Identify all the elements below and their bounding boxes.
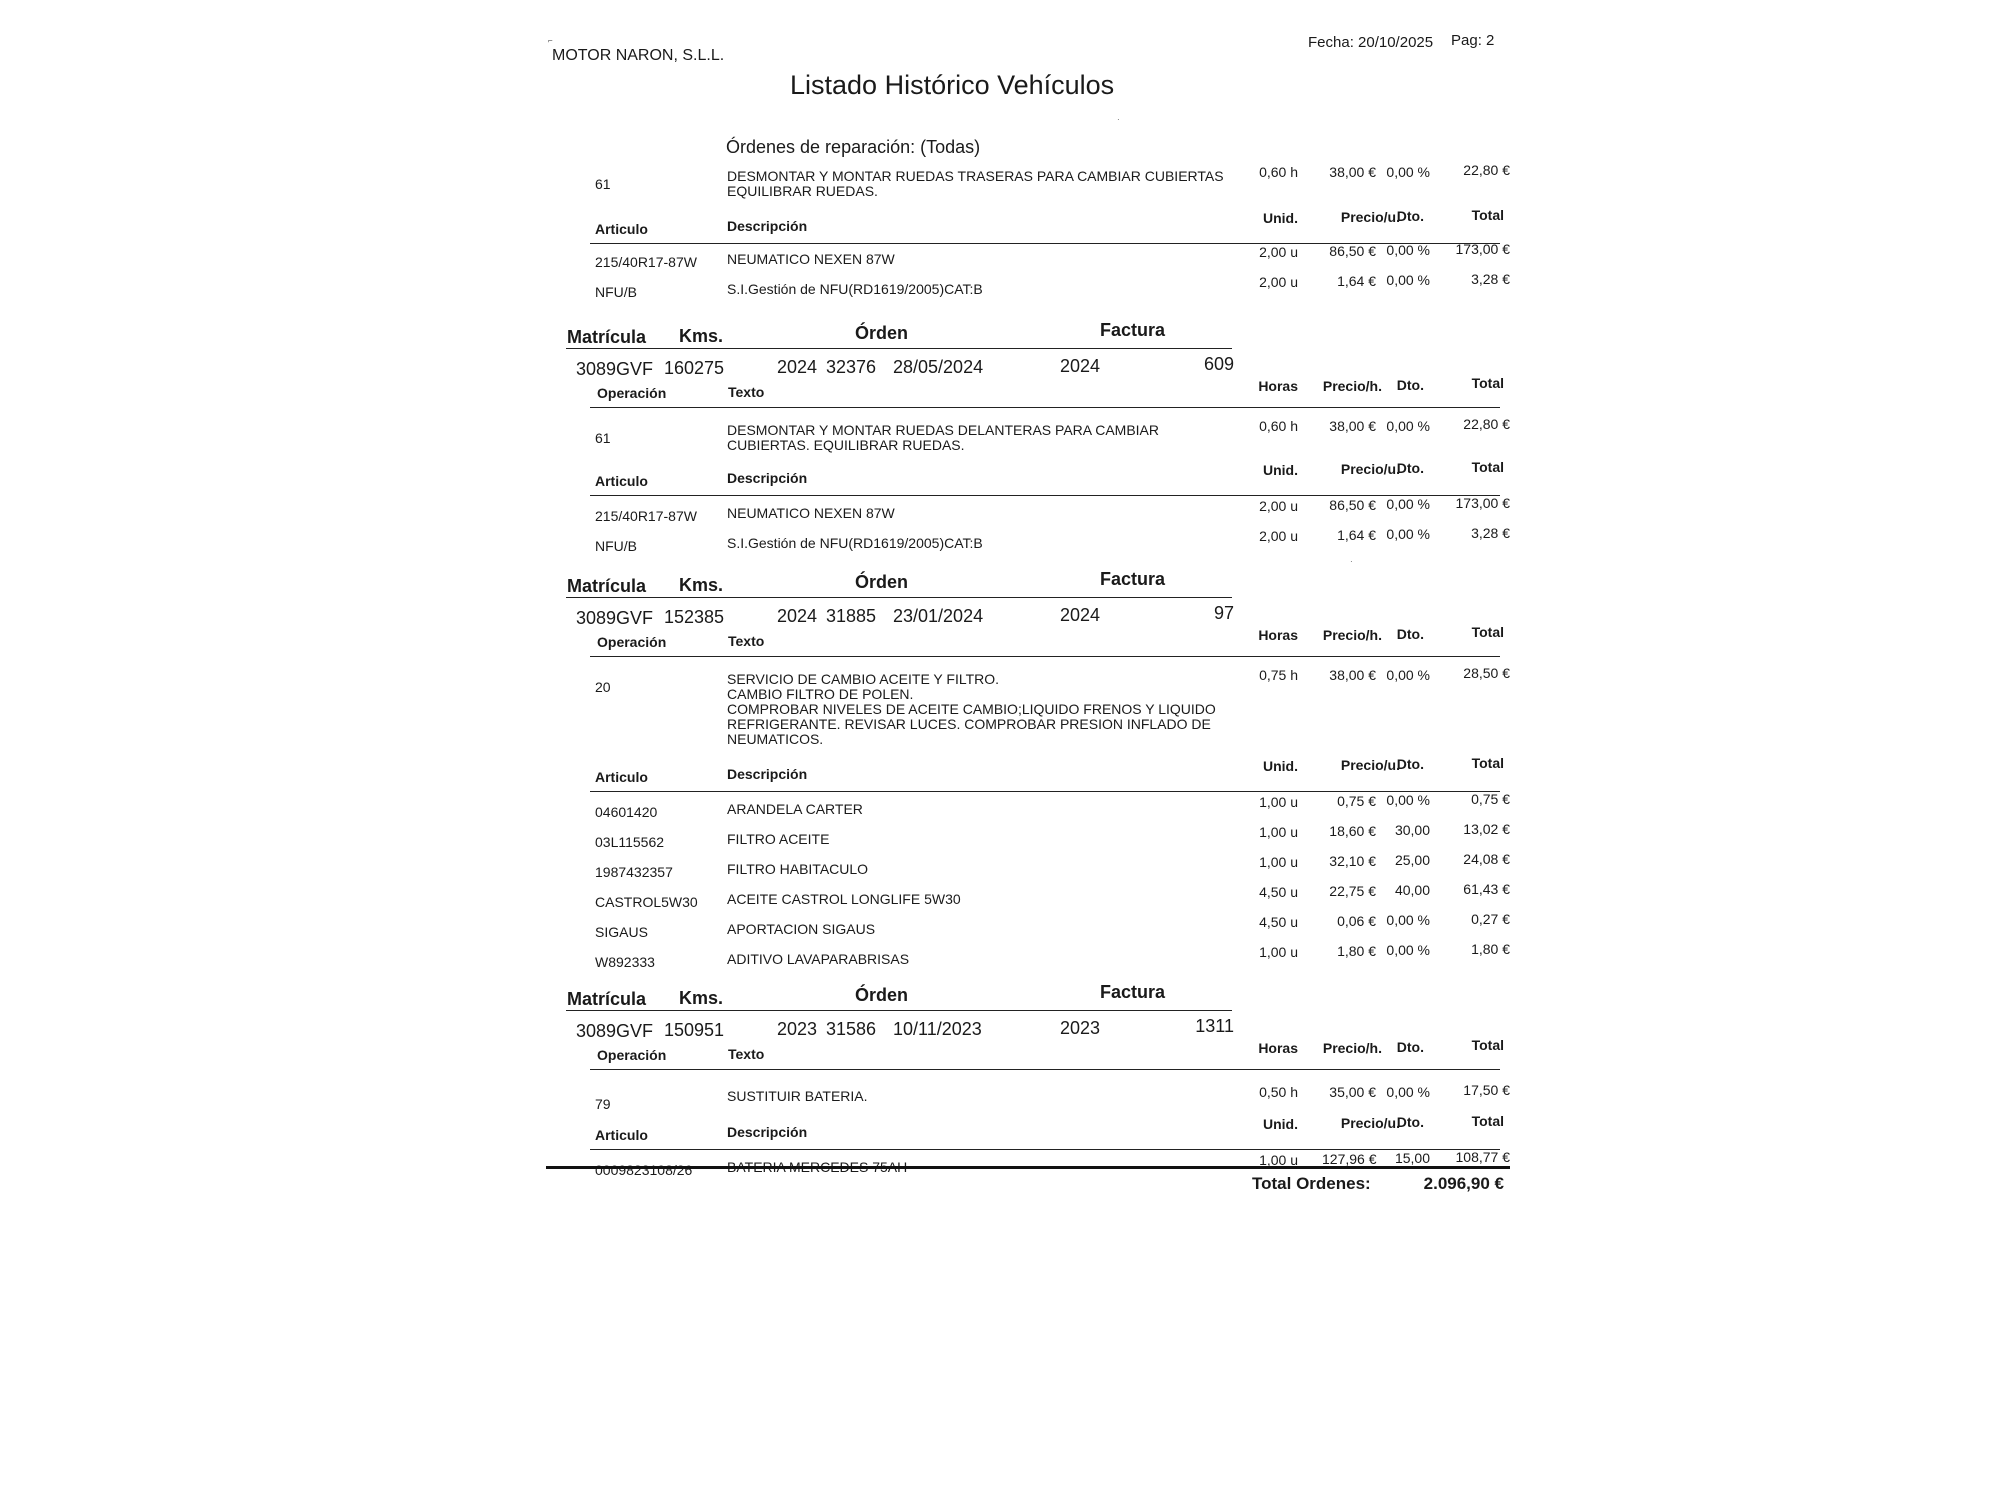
operation-total: 22,80 € [1463,416,1510,432]
item-discount: 0,00 % [1386,912,1430,928]
item-code: 03L115562 [595,834,665,850]
ops-header-horas: Horas [1258,1040,1298,1056]
order-plate: 3089GVF [576,359,654,379]
item-total: 3,28 € [1471,525,1510,541]
operation-text-line: SUSTITUIR BATERIA. [727,1088,868,1104]
header-orden: Órden [855,572,909,592]
operation-price: 38,00 € [1329,418,1376,434]
operation-code: 79 [595,1096,611,1112]
operation-code: 61 [595,176,611,192]
header-orden: Órden [855,985,909,1005]
order-kms: 160275 [664,358,725,378]
operation-text-line: CAMBIO FILTRO DE POLEN. [727,686,914,702]
ops-header-total: Total [1471,624,1504,640]
scan-speck: · [1117,115,1120,124]
item-discount: 0,00 % [1386,526,1430,542]
items-header-articulo: Articulo [595,473,648,489]
order-header-rule [566,1010,1232,1011]
ops-header-operacion: Operación [597,634,667,650]
operation-discount: 0,00 % [1386,418,1430,434]
item-total: 108,77 € [1455,1149,1510,1165]
header-matricula: Matrícula [567,989,647,1009]
operation-text-line: REFRIGERANTE. REVISAR LUCES. COMPROBAR PRESION INFLADO DE [727,716,1211,732]
item-unit-price: 86,50 € [1329,497,1376,513]
item-code: 04601420 [595,804,658,820]
header-matricula: Matrícula [567,327,647,347]
order-date: 28/05/2024 [893,357,984,377]
operation-text-line: CUBIERTAS. EQUILIBRAR RUEDAS. [727,437,965,453]
item-discount: 15,00 [1394,1150,1430,1166]
item-discount: 0,00 % [1386,792,1430,808]
order-kms: 152385 [664,607,725,627]
order-header-rule [566,597,1232,598]
operation-code: 20 [595,679,611,695]
ops-header-texto: Texto [728,1046,765,1062]
items-header-total: Total [1471,459,1504,475]
operation-total: 17,50 € [1463,1082,1510,1098]
order-plate: 3089GVF [576,1021,654,1041]
ops-header-operacion: Operación [597,385,667,401]
invoice-number: 609 [1203,354,1234,374]
item-description: ARANDELA CARTER [727,801,863,817]
item-units: 4,50 u [1259,884,1298,900]
item-discount: 30,00 [1394,822,1430,838]
orders-filter: Órdenes de reparación: (Todas) [726,137,981,157]
items-header-unid: Unid. [1263,758,1298,774]
ops-header-precio: Precio/h. [1322,378,1382,394]
item-discount: 40,00 [1394,882,1430,898]
operation-hours: 0,75 h [1259,667,1298,683]
item-total: 24,08 € [1463,851,1510,867]
header-kms: Kms. [679,326,724,346]
ops-header-rule [590,656,1500,657]
item-units: 1,00 u [1259,854,1298,870]
item-code: NFU/B [595,538,637,554]
items-header-descripcion: Descripción [727,1124,808,1140]
ops-header-total: Total [1471,375,1504,391]
invoice-year: 2024 [1060,605,1101,625]
order-date: 23/01/2024 [893,606,984,626]
items-header-articulo: Articulo [595,221,648,237]
ops-header-dto: Dto. [1396,377,1424,393]
operation-price: 38,00 € [1329,164,1376,180]
ops-header-horas: Horas [1258,627,1298,643]
operation-discount: 0,00 % [1386,667,1430,683]
order-plate: 3089GVF [576,608,654,628]
operation-hours: 0,60 h [1259,418,1298,434]
item-units: 1,00 u [1259,944,1298,960]
ops-header-precio: Precio/h. [1322,627,1382,643]
items-header-descripcion: Descripción [727,218,808,234]
scan-speck: · [1350,557,1353,566]
operation-text-line: DESMONTAR Y MONTAR RUEDAS TRASERAS PARA CAMBIAR CUBIERTAS [727,168,1224,184]
item-total: 173,00 € [1455,495,1510,511]
scan-mark: ⌐ [548,36,553,45]
items-header-rule [590,1149,1500,1150]
items-header-precio: Precio/u. [1340,209,1400,225]
order-header-rule [566,348,1232,349]
item-code: 0009823108/26 [595,1162,693,1178]
invoice-number: 1311 [1195,1016,1234,1036]
ops-header-rule [590,1069,1500,1070]
order-kms: 150951 [664,1020,725,1040]
ops-header-horas: Horas [1258,378,1298,394]
item-discount: 0,00 % [1386,496,1430,512]
item-code: NFU/B [595,284,637,300]
item-units: 1,00 u [1259,794,1298,810]
item-discount: 0,00 % [1386,242,1430,258]
operation-text-line: NEUMATICOS. [727,731,824,747]
item-description: S.I.Gestión de NFU(RD1619/2005)CAT:B [727,535,983,551]
items-header-unid: Unid. [1263,462,1298,478]
operation-text-line: EQUILIBRAR RUEDAS. [727,183,878,199]
invoice-number: 97 [1213,603,1234,623]
item-description: FILTRO HABITACULO [727,861,869,877]
item-description: NEUMATICO NEXEN 87W [727,505,895,521]
item-unit-price: 1,64 € [1337,273,1376,289]
items-header-articulo: Articulo [595,769,648,785]
item-code: CASTROL5W30 [595,894,698,910]
order-number: 32376 [826,357,877,377]
operation-total: 28,50 € [1463,665,1510,681]
header-factura: Factura [1100,320,1166,340]
ops-header-texto: Texto [728,384,765,400]
ops-header-dto: Dto. [1396,626,1424,642]
items-header-total: Total [1471,1113,1504,1129]
item-discount: 0,00 % [1386,942,1430,958]
order-number: 31586 [826,1019,877,1039]
operation-price: 38,00 € [1329,667,1376,683]
item-unit-price: 1,64 € [1337,527,1376,543]
order-year: 2024 [777,357,818,377]
item-unit-price: 127,96 € [1322,1151,1377,1167]
order-number: 31885 [826,606,877,626]
invoice-year: 2024 [1060,356,1101,376]
header-matricula: Matrícula [567,576,647,596]
item-description: S.I.Gestión de NFU(RD1619/2005)CAT:B [727,281,983,297]
page-number: Pag: 2 [1451,32,1495,49]
company-name: MOTOR NARON, S.L.L. [552,47,725,64]
total-orders-label: Total Ordenes: [1252,1174,1371,1193]
print-date: Fecha: 20/10/2025 [1308,34,1434,51]
order-year: 2023 [777,1019,818,1039]
item-unit-price: 22,75 € [1329,883,1376,899]
items-header-total: Total [1471,207,1504,223]
items-header-dto: Dto. [1396,756,1424,772]
item-code: 215/40R17-87W [595,254,697,270]
item-total: 61,43 € [1463,881,1510,897]
operation-price: 35,00 € [1329,1084,1376,1100]
item-units: 4,50 u [1259,914,1298,930]
ops-header-total: Total [1471,1037,1504,1053]
page-title: Listado Histórico Vehículos [790,70,1115,100]
ops-header-texto: Texto [728,633,765,649]
order-date: 10/11/2023 [893,1019,982,1039]
items-header-rule [590,495,1500,496]
items-header-unid: Unid. [1263,1116,1298,1132]
ops-header-rule [590,407,1500,408]
header-orden: Órden [855,323,909,343]
items-header-total: Total [1471,755,1504,771]
header-kms: Kms. [679,575,724,595]
header-factura: Factura [1100,982,1166,1002]
item-units: 2,00 u [1259,244,1298,260]
items-header-precio: Precio/u. [1340,1115,1400,1131]
item-code: SIGAUS [595,924,648,940]
total-orders-value: 2.096,90 € [1423,1174,1504,1193]
item-units: 2,00 u [1259,498,1298,514]
operation-discount: 0,00 % [1386,1084,1430,1100]
operation-discount: 0,00 % [1386,164,1430,180]
item-unit-price: 86,50 € [1329,243,1376,259]
item-units: 2,00 u [1259,528,1298,544]
items-header-articulo: Articulo [595,1127,648,1143]
items-header-dto: Dto. [1396,1114,1424,1130]
item-code: 1987432357 [595,864,673,880]
item-description: NEUMATICO NEXEN 87W [727,251,895,267]
items-header-rule [590,791,1500,792]
ops-header-operacion: Operación [597,1047,667,1063]
ops-header-dto: Dto. [1396,1039,1424,1055]
item-unit-price: 0,75 € [1337,793,1376,809]
order-year: 2024 [777,606,818,626]
item-unit-price: 1,80 € [1337,943,1376,959]
items-header-descripcion: Descripción [727,766,808,782]
item-units: 2,00 u [1259,274,1298,290]
operation-total: 22,80 € [1463,162,1510,178]
item-description: ACEITE CASTROL LONGLIFE 5W30 [727,891,961,907]
final-rule [546,1166,1510,1169]
item-description: BATERIA MERCEDES 75AH [727,1159,908,1175]
item-total: 1,80 € [1471,941,1510,957]
item-discount: 25,00 [1394,852,1430,868]
item-units: 1,00 u [1259,1152,1298,1168]
item-description: ADITIVO LAVAPARABRISAS [727,951,910,967]
item-units: 1,00 u [1259,824,1298,840]
invoice-year: 2023 [1060,1018,1101,1038]
operation-hours: 0,60 h [1259,164,1298,180]
item-unit-price: 32,10 € [1329,853,1376,869]
operation-hours: 0,50 h [1259,1084,1298,1100]
operation-text-line: COMPROBAR NIVELES DE ACEITE CAMBIO;LIQUIDO FRENOS Y LIQUIDO [727,701,1216,717]
operation-text-line: DESMONTAR Y MONTAR RUEDAS DELANTERAS PARA CAMBIAR [727,422,1160,438]
header-kms: Kms. [679,988,724,1008]
item-discount: 0,00 % [1386,272,1430,288]
item-description: APORTACION SIGAUS [727,921,876,937]
item-total: 0,27 € [1471,911,1510,927]
items-header-precio: Precio/u. [1340,461,1400,477]
item-total: 3,28 € [1471,271,1510,287]
item-total: 13,02 € [1463,821,1510,837]
items-header-dto: Dto. [1396,208,1424,224]
item-description: FILTRO ACEITE [727,831,830,847]
item-unit-price: 18,60 € [1329,823,1376,839]
items-header-descripcion: Descripción [727,470,808,486]
item-total: 173,00 € [1455,241,1510,257]
items-header-unid: Unid. [1263,210,1298,226]
items-header-precio: Precio/u. [1340,757,1400,773]
item-code: W892333 [595,954,655,970]
item-code: 215/40R17-87W [595,508,697,524]
operation-text-line: SERVICIO DE CAMBIO ACEITE Y FILTRO. [727,671,1000,687]
items-header-dto: Dto. [1396,460,1424,476]
header-factura: Factura [1100,569,1166,589]
item-unit-price: 0,06 € [1337,913,1376,929]
item-total: 0,75 € [1471,791,1510,807]
operation-code: 61 [595,430,611,446]
ops-header-precio: Precio/h. [1322,1040,1382,1056]
